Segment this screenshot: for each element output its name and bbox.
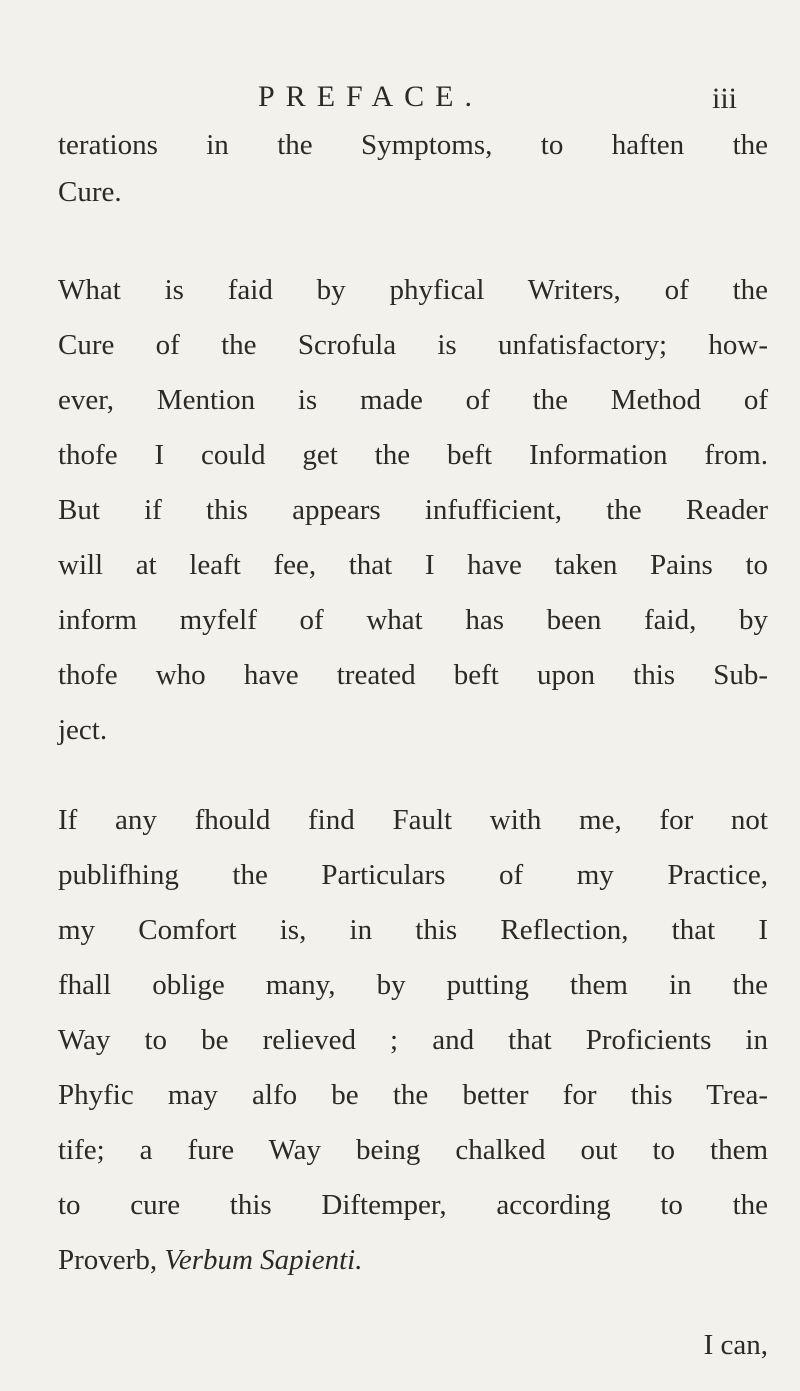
text-line: thofe I could get the beft Information from. xyxy=(58,439,768,471)
text-line: terations in the Symptoms, to haften the xyxy=(58,129,768,161)
text-line: Cure. xyxy=(58,176,122,208)
text-line: will at leaft fee, that I have taken Pains to xyxy=(58,549,768,581)
text-line: Way to be relieved ; and that Proficients in xyxy=(58,1024,768,1056)
catchword: I can, xyxy=(703,1329,768,1361)
running-title: PREFACE. xyxy=(258,80,483,113)
text-line: Cure of the Scrofula is unfatisfactory; how- xyxy=(58,329,768,361)
text-line: If any fhould find Fault with me, for not xyxy=(58,804,768,836)
latin-phrase: Verbum Sapienti. xyxy=(164,1244,363,1276)
text-line: my Comfort is, in this Reflection, that I xyxy=(58,914,768,946)
text-line: ject. xyxy=(58,714,108,746)
text-span: Proverb, xyxy=(58,1244,165,1276)
text-line: publifhing the Particulars of my Practice, xyxy=(58,859,768,891)
text-line: ever, Mention is made of the Method of xyxy=(58,384,768,416)
text-line: Phyfic may alfo be the better for this Trea- xyxy=(58,1079,768,1111)
text-line: to cure this Diftemper, according to the xyxy=(58,1189,768,1221)
text-line: tife; a fure Way being chalked out to them xyxy=(58,1134,768,1166)
text-line: thofe who have treated beft upon this Sub- xyxy=(58,659,768,691)
text-line: But if this appears infufficient, the Reader xyxy=(58,494,768,526)
running-header xyxy=(0,80,800,120)
text-line: What is faid by phyfical Writers, of the xyxy=(58,274,768,306)
text-line xyxy=(58,1243,768,1277)
text-line: fhall oblige many, by putting them in the xyxy=(58,969,768,1001)
text-line: inform myfelf of what has been faid, by xyxy=(58,604,768,636)
page-number: iii xyxy=(712,82,738,115)
